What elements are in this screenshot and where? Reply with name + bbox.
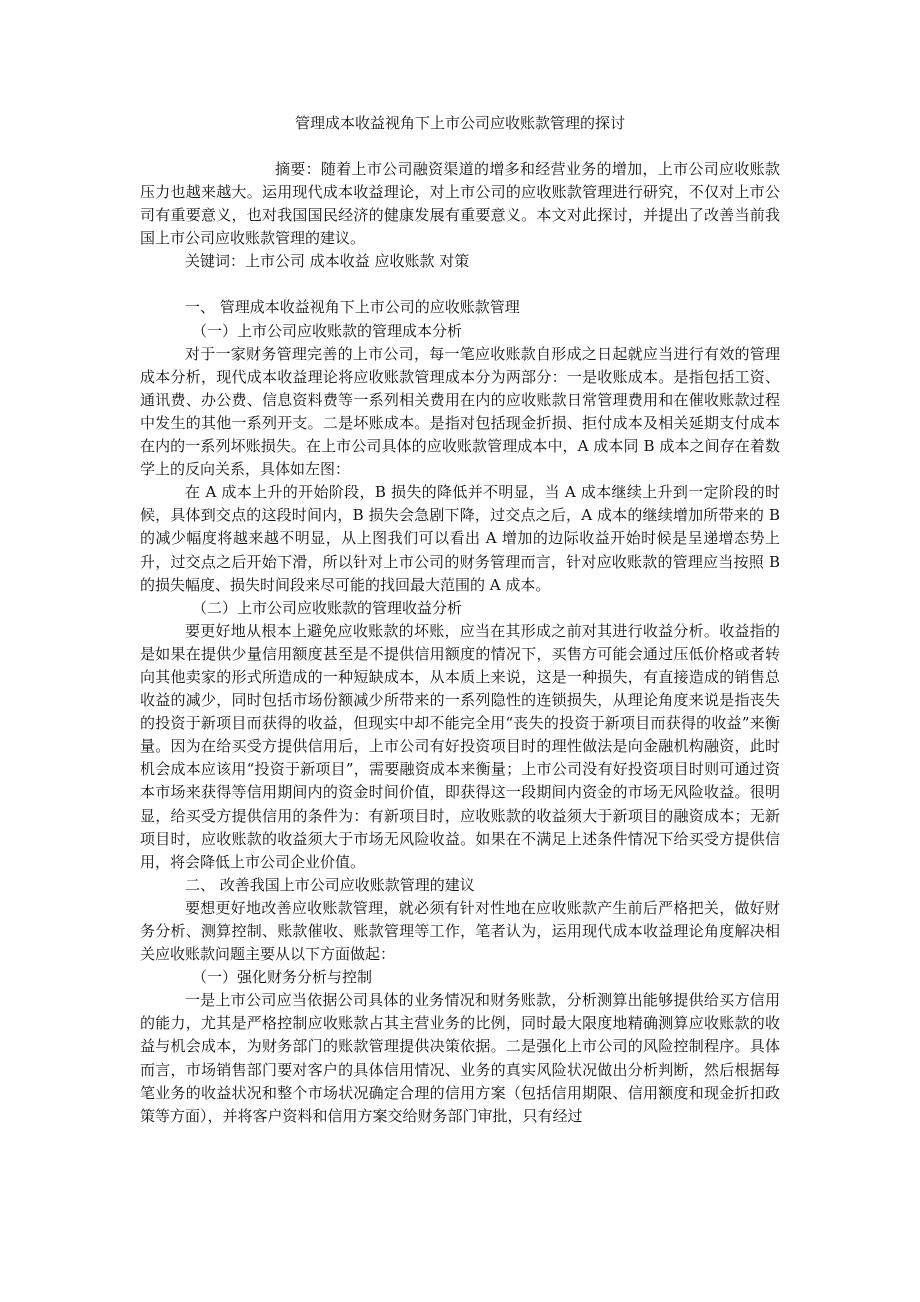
section-1-1-paragraph-2: 在 A 成本上升的开始阶段，B 损失的降低并不明显，当 A 成本继续上升到一定阶段的时候，具体到交点的这段时间内，B 损失会急剧下降，过交点之后，A 成本的继续增加所带来的 B 的减少幅度将越来越不明显，从上图我们可以看出 A 增加的边际收益开始时候是呈递增态势上升，过交点之后开始下滑，所以针对上市公司的财务管理而言，针对应收账款的管理应当按照 B 的损失幅度、损失时间段来尽可能的找回最大范围的 A 成本。	[140, 483, 780, 594]
keywords-line: 关键词：上市公司 成本收益 应收账款 对策	[185, 252, 470, 271]
section-2-heading: 二、 改善我国上市公司应收账款管理的建议	[185, 875, 475, 894]
abstract-paragraph: 摘要：随着上市公司融资渠道的增多和经营业务的增加，上市公司应收账款压力也越来越大。运用现代成本收益理论，对上市公司的应收账款管理进行研究，不仅对上市公司有重要意义，也对我国国民经济的健康发展有重要意义。本文对此探讨，并提出了改善当前我国上市公司应收账款管理的建议。	[140, 160, 780, 248]
document-title: 管理成本收益视角下上市公司应收账款管理的探讨	[294, 114, 625, 132]
section-2-paragraph-1: 要想更好地改善应收账款管理，就必须有针对性地在应收账款产生前后严格把关，做好财务分析、测算控制、账款催收、账款管理等工作，笔者认为，运用现代成本收益理论角度解决相关应收账款问题主要从以下方面做起：	[140, 898, 780, 964]
section-1-1-heading: （一）上市公司应收账款的管理成本分析	[192, 321, 463, 340]
document-body	[140, 112, 780, 1128]
section-1-1-paragraph-1: 对于一家财务管理完善的上市公司，每一笔应收账款自形成之日起就应当进行有效的管理成本分析，现代成本收益理论将应收账款管理成本分为两部分：一是收账成本。是指包括工资、通讯费、办公费、信息资料费等一系列相关费用在内的应收账款日常管理费用和在催收账款过程中发生的其他一系列开支。二是坏账成本。是指对包括现金折损、拒付成本及相关延期支付成本在内的一系列坏账损失。在上市公司具体的应收账款管理成本中，A 成本同 B 成本之间存在着数学上的反向关系，具体如左图：	[140, 344, 780, 479]
section-1-2-heading: （二）上市公司应收账款的管理收益分析	[192, 598, 463, 617]
section-2-1-heading: （一）强化财务分析与控制	[192, 968, 373, 987]
section-2-1-paragraph-1: 一是上市公司应当依据公司具体的业务情况和财务账款，分析测算出能够提供给买方信用的能力，尤其是严格控制应收账款占其主营业务的比例，同时最大限度地精确测算应收账款的收益与机会成本，为财务部门的账款管理提供决策依据。二是强化上市公司的风险控制程序。具体而言，市场销售部门要对客户的具体信用情况、业务的真实风险状况做出分析判断，然后根据每笔业务的收益状况和整个市场状况确定合理的信用方案（包括信用期限、信用额度和现金折扣政策等方面），并将客户资料和信用方案交给财务部门审批，只有经过	[140, 991, 780, 1125]
blank-line	[140, 273, 780, 296]
section-1-heading: 一、 管理成本收益视角下上市公司的应收账款管理	[185, 298, 520, 317]
section-1-2-paragraph-1: 要更好地从根本上避免应收账款的坏账，应当在其形成之前对其进行收益分析。收益指的是如果在提供少量信用额度甚至是不提供信用额度的情况下，买售方可能会通过压低价格或者转向其他卖家的形式所造成的一种短缺成本，从本质上来说，这是一种损失，有直接造成的销售总收益的减少，同时包括市场份额减少所带来的一系列隐性的连锁损失，从理论角度来说是指丧失的投资于新项目而获得的收益，但现实中却不能完全用“丧失的投资于新项目而获得的收益”来衡量。因为在给买受方提供信用后，上市公司有好投资项目时的理性做法是向金融机构融资，此时机会成本应该用“投资于新项目”，需要融资成本来衡量；上市公司没有好投资项目时则可通过资本市场来获得等信用期间内的资金时间价值，即获得这一段期间内资金的市场无风险收益。很明显，给买受方提供信用的条件为：有新项目时，应收账款的收益须大于新项目的融资成本；无新项目时，应收账款的收益须大于市场无风险收益。如果在不满足上述条件情况下给买受方提供信用，将会降低上市公司企业价值。	[140, 621, 780, 871]
